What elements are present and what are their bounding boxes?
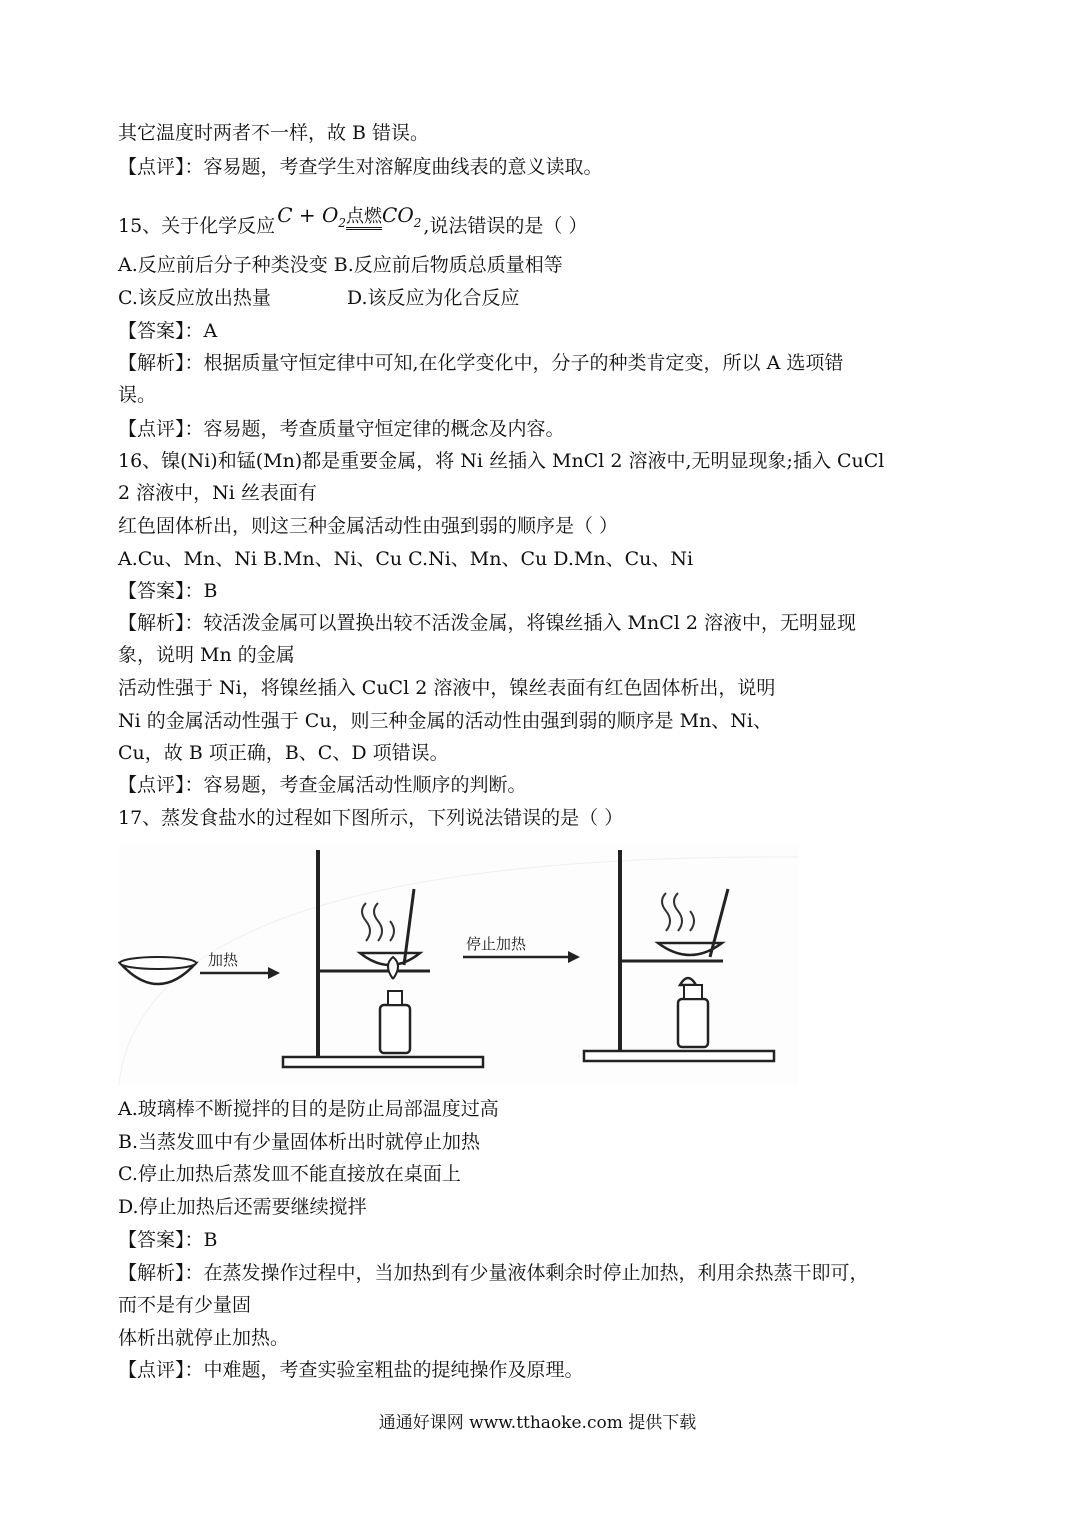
question-16-stem: 红色固体析出，则这三种金属活动性由强到弱的顺序是（ ） — [118, 515, 619, 537]
label-heat: 加热 — [208, 951, 239, 969]
analysis-line: Ni 的金属活动性强于 Cu，则三种金属的活动性由强到弱的顺序是 Mn、Ni、 — [118, 710, 772, 732]
option-line: A.Cu、Mn、Ni B.Mn、Ni、Cu C.Ni、Mn、Cu D.Mn、Cu、Ni — [118, 548, 694, 570]
chemical-equation: $C + O_2$点燃$CO_2$ — [277, 203, 422, 230]
analysis-line: 活动性强于 Ni，将镍丝插入 CuCl 2 溶液中，镍丝表面有红色固体析出，说明 — [118, 677, 776, 699]
question-15-stem — [118, 203, 588, 245]
option-line: B.当蒸发皿中有少量固体析出时就停止加热 — [118, 1131, 481, 1153]
option-line: D.停止加热后还需要继续搅拌 — [118, 1196, 367, 1218]
question-16-stem: 16、镍(Ni)和锰(Mn)都是重要金属，将 Ni 丝插入 MnCl 2 溶液中,无明显现象;插入 CuCl — [118, 450, 885, 472]
analysis-line: 象，说明 Mn 的金属 — [118, 644, 295, 666]
reaction-condition: 点燃 — [346, 206, 382, 230]
answer-line: 【答案】：A — [118, 320, 218, 342]
analysis-line: 【解析】：较活泼金属可以置换出较不活泼金属，将镍丝插入 MnCl 2 溶液中，无明显现 — [118, 612, 857, 634]
text-line: 【点评】：容易题，考查学生对溶解度曲线表的意义读取。 — [118, 156, 603, 178]
analysis-line: 【解析】：根据质量守恒定律中可知,在化学变化中，分子的种类肯定变，所以 A 选项错 — [118, 352, 844, 374]
label-stop-heat: 停止加热 — [466, 935, 527, 953]
option-line: A.玻璃棒不断搅拌的目的是防止局部温度过高 — [118, 1098, 499, 1120]
analysis-line: 体析出就停止加热。 — [118, 1327, 290, 1349]
option-line: A.反应前后分子种类没变 B.反应前后物质总质量相等 — [118, 254, 563, 276]
answer-line: 【答案】：B — [118, 1229, 218, 1251]
comment-line: 【点评】：容易题，考查金属活动性顺序的判断。 — [118, 774, 527, 796]
page-footer: 通通好课网 www.tthaoke.com 提供下载 — [378, 1413, 697, 1433]
q15-prefix: 15、关于化学反应 — [118, 215, 276, 237]
answer-line: 【答案】：B — [118, 580, 218, 602]
comment-line: 【点评】：中难题，考查实验室粗盐的提纯操作及原理。 — [118, 1359, 584, 1381]
option-line: C.该反应放出热量 D.该反应为化合反应 — [118, 287, 520, 309]
analysis-line: 【解析】：在蒸发操作过程中，当加热到有少量液体剩余时停止加热，利用余热蒸干即可， — [118, 1262, 869, 1284]
analysis-line: Cu，故 B 项正确，B、C、D 项错误。 — [118, 742, 449, 764]
comment-line: 【点评】：容易题，考查质量守恒定律的概念及内容。 — [118, 418, 565, 440]
question-16-stem: 2 溶液中，Ni 丝表面有 — [118, 482, 317, 504]
question-17-stem: 17、蒸发食盐水的过程如下图所示，下列说法错误的是（ ） — [118, 807, 624, 829]
option-line: C.停止加热后蒸发皿不能直接放在桌面上 — [118, 1163, 461, 1185]
analysis-line: 误。 — [118, 384, 157, 406]
q15-suffix: ,说法错误的是（ ） — [423, 215, 588, 237]
evaporation-figure — [118, 845, 798, 1085]
text-line: 其它温度时两者不一样，故 B 错误。 — [118, 122, 430, 144]
analysis-line: 而不是有少量固 — [118, 1294, 252, 1316]
